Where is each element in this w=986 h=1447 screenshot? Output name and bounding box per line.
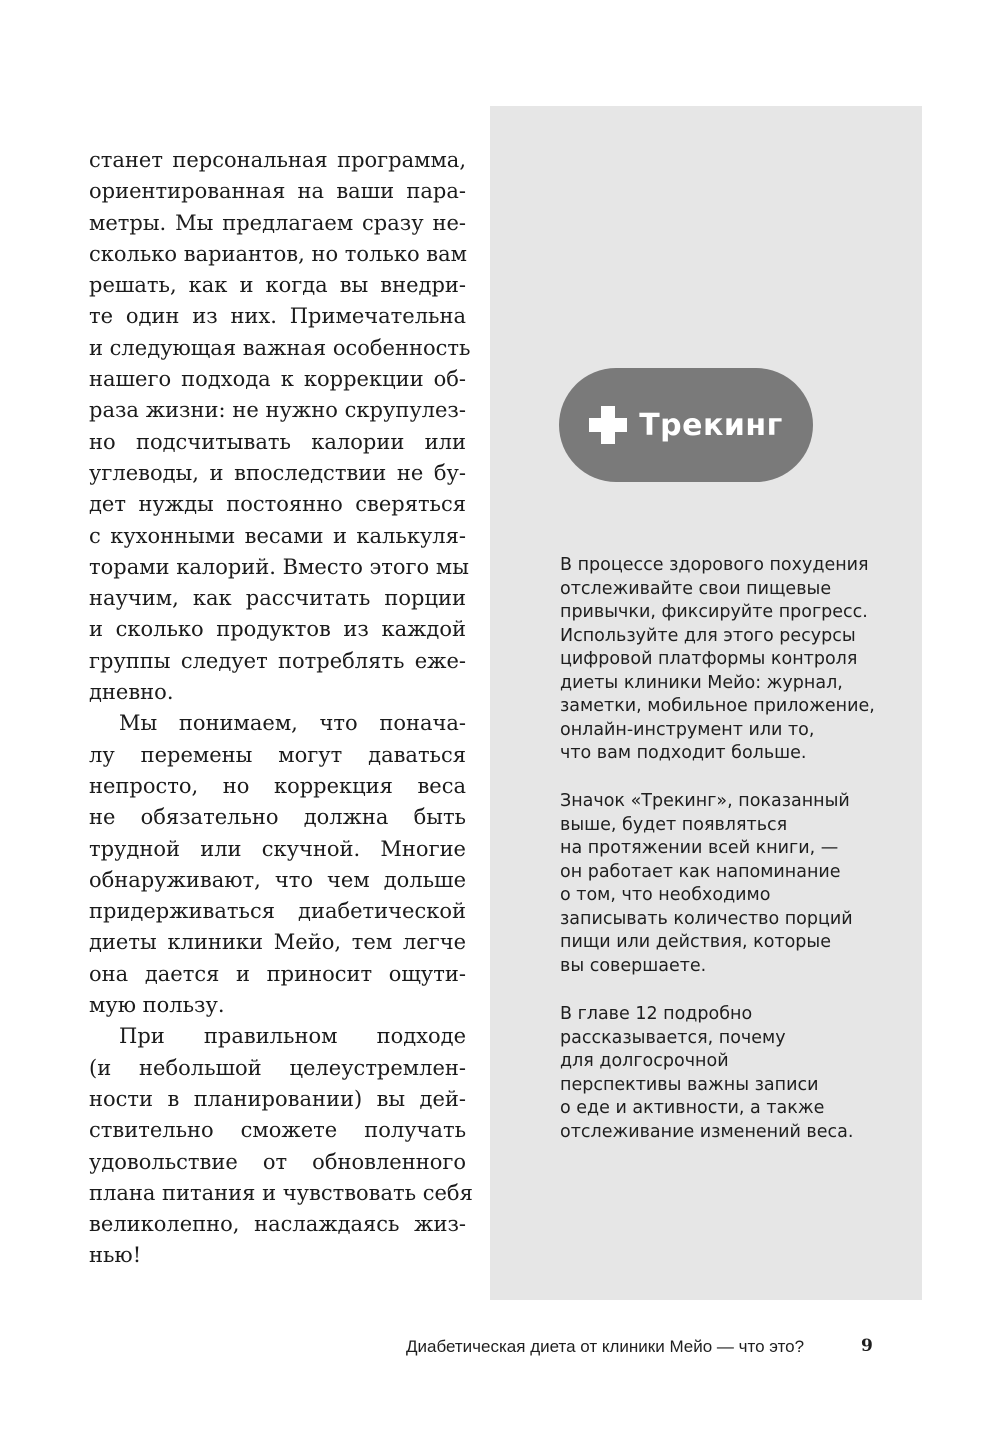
- sidebar-paragraph: [560, 1003, 910, 1144]
- sidebar-line: записывать количество порций: [560, 908, 853, 929]
- text-line: дет нужды постоянно сверяться: [89, 492, 466, 517]
- running-footer-title: Диабетическая диета от клиники Мейо — что это?: [406, 1337, 805, 1356]
- sidebar-line: онлайн-инструмент или то,: [560, 719, 815, 740]
- sidebar-line: он работает как напоминание: [560, 861, 841, 882]
- text-line: сколько вариантов, но только вам: [89, 241, 467, 266]
- main-text-column: [89, 145, 473, 1272]
- sidebar-line: привычки, фиксируйте прогресс.: [560, 602, 868, 622]
- text-line: лу перемены могут даваться: [89, 742, 466, 767]
- sidebar-line: отслеживайте свои пищевые: [560, 578, 832, 599]
- text-line: научим, как рассчитать порции: [89, 586, 466, 611]
- sidebar-line: о еде и активности, а также: [560, 1098, 825, 1118]
- tracking-badge-label: Трекинг: [639, 407, 783, 443]
- sidebar-line: рассказывается, почему: [560, 1027, 786, 1048]
- text-line: метры. Мы предлагаем сразу не-: [89, 210, 466, 235]
- text-line: (и небольшой целеустремлен-: [89, 1055, 466, 1080]
- text-line: раза жизни: не нужно скрупулез-: [89, 398, 466, 423]
- text-line: ориентированная на ваши пара-: [89, 179, 466, 204]
- text-line: и сколько продуктов из каждой: [89, 617, 466, 642]
- tracking-badge: [559, 368, 813, 482]
- text-line: При правильном подходе: [119, 1024, 466, 1049]
- text-line: нью!: [89, 1243, 142, 1268]
- text-line: она дается и приносит ощути-: [89, 961, 466, 986]
- sidebar-line: пищи или действия, которые: [560, 932, 831, 952]
- text-line: группы следует потреблять еже-: [89, 648, 466, 673]
- tracking-sidebar: [490, 106, 922, 1300]
- sidebar-line: для долгосрочной: [560, 1051, 729, 1071]
- sidebar-line: перспективы важны записи: [560, 1074, 819, 1095]
- sidebar-paragraph: [560, 554, 910, 766]
- text-line: не обязательно должна быть: [89, 805, 466, 830]
- text-line: с кухонными весами и калькуля-: [89, 523, 466, 548]
- text-line: те один из них. Примечательна: [89, 304, 466, 329]
- text-line: решать, как и когда вы внедри-: [89, 273, 466, 298]
- page-number: 9: [861, 1336, 873, 1356]
- sidebar-line: В главе 12 подробно: [560, 1004, 753, 1024]
- text-line: великолепно, наслаждаясь жиз-: [89, 1212, 466, 1237]
- text-line: непросто, но коррекция веса: [89, 773, 466, 798]
- sidebar-line: Используйте для этого ресурсы: [560, 625, 856, 646]
- text-line: удовольствие от обновленного: [89, 1149, 466, 1174]
- sidebar-line: на протяжении всей книги, —: [560, 838, 839, 858]
- text-line: ности в планировании) вы дей-: [89, 1086, 466, 1111]
- text-line: обнаруживают, что чем дольше: [89, 867, 466, 892]
- text-line: придерживаться диабетической: [89, 899, 466, 924]
- text-line: углеводы, и впоследствии не бу-: [89, 460, 466, 485]
- sidebar-line: Значок «Трекинг», показанный: [560, 791, 850, 811]
- text-line: но подсчитывать калории или: [89, 429, 466, 454]
- sidebar-line: заметки, мобильное приложение,: [560, 696, 875, 716]
- text-line: ствительно сможете получать: [89, 1118, 466, 1143]
- text-line: дневно.: [89, 680, 174, 705]
- text-line: плана питания и чувствовать себя: [89, 1180, 473, 1205]
- sidebar-line: цифровой платформы контроля: [560, 649, 858, 669]
- sidebar-line: отслеживание изменений веса.: [560, 1121, 854, 1142]
- sidebar-line: вы совершаете.: [560, 955, 707, 976]
- text-line: Мы понимаем, что понача-: [119, 711, 466, 736]
- text-line: и следующая важная особенность: [89, 335, 471, 360]
- text-line: нашего подхода к коррекции об-: [89, 367, 466, 392]
- sidebar-paragraph: [560, 790, 910, 978]
- sidebar-line: диеты клиники Мейо: журнал,: [560, 672, 843, 693]
- text-line: торами калорий. Вместо этого мы: [89, 554, 469, 579]
- sidebar-line: что вам подходит больше.: [560, 743, 807, 763]
- sidebar-line: В процессе здорового похудения: [560, 555, 869, 575]
- text-line: трудной или скучной. Многие: [89, 836, 466, 861]
- plus-icon: [589, 406, 627, 444]
- text-line: мую пользу.: [89, 993, 225, 1018]
- sidebar-line: о том, что необходимо: [560, 885, 771, 905]
- sidebar-line: выше, будет появляться: [560, 814, 788, 835]
- text-line: станет персональная программа,: [89, 148, 466, 172]
- text-line: диеты клиники Мейо, тем легче: [89, 930, 466, 955]
